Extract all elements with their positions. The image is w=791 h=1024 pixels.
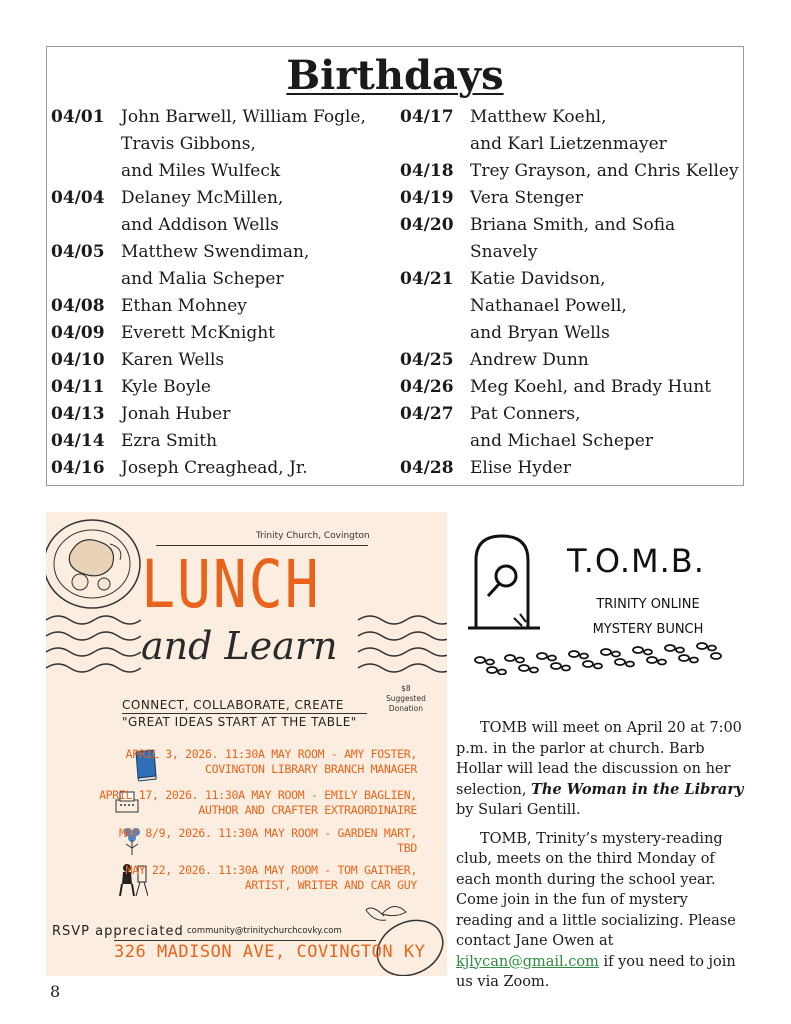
wavy-lines-left	[46, 612, 141, 682]
birthday-date: 04/21	[400, 269, 454, 289]
birthday-names	[121, 239, 309, 293]
birthday-names	[470, 374, 711, 401]
birthday-entry	[400, 104, 743, 158]
birthday-name-line: Ezra Smith	[121, 431, 218, 451]
birthday-date: 04/19	[400, 188, 454, 208]
birthday-date: 04/08	[51, 296, 105, 316]
tomb-paragraph-2: TOMB, Trinity’s mystery-reading club, meets on the third Monday of each month during the school year. Come join in the fun of mystery reading and a little socializing. Please contact Jane Owen at kjlycan@gmail.com if you need to join us via Zoom.	[456, 830, 736, 990]
flyer-event-line1: MAY 22, 2026. 11:30A MAY ROOM - TOM GAITHER,	[125, 863, 417, 877]
flyer-event-line1: MAY 8/9, 2026. 11:30A MAY ROOM - GARDEN MART,	[118, 826, 417, 840]
birthday-name-line: Pat Conners,	[470, 404, 581, 424]
birthday-entry	[400, 401, 743, 455]
flyer-price-note-2: Donation	[388, 704, 423, 713]
birthday-names	[121, 401, 230, 428]
tomb-book-title: The Woman in the Library	[531, 780, 744, 798]
birthday-names	[470, 185, 583, 212]
birthday-entry	[400, 185, 743, 212]
birthday-names	[121, 374, 211, 401]
birthday-entry	[51, 239, 366, 293]
birthday-entry	[400, 455, 743, 482]
birthday-name-line: Delaney McMillen,	[121, 188, 284, 208]
flyer-email[interactable]: community@trinitychurchcovky.com	[187, 926, 342, 936]
birthday-date: 04/27	[400, 404, 454, 424]
flyer-event-line1: APRIL 3, 2026. 11:30A MAY ROOM - AMY FOSTER,	[125, 747, 417, 761]
tomb-subtitle-1: TRINITY ONLINE	[596, 597, 700, 612]
birthday-date: 04/05	[51, 242, 105, 262]
flyer-event-line2: COVINGTON LIBRARY BRANCH MANAGER	[205, 762, 417, 776]
birthday-date: 04/16	[51, 458, 105, 478]
birthday-entry	[51, 293, 366, 320]
tomb-paragraph-1: TOMB will meet on April 20 at 7:00 p.m. in the parlor at church. Barb Hollar will lead the discussion on her selection, The Woman in the Library by Sulari Gentill.	[456, 720, 744, 818]
birthday-name-line: Travis Gibbons,	[121, 134, 256, 154]
flyer-event-line2: ARTIST, WRITER AND CAR GUY	[244, 878, 417, 892]
birthday-date: 04/14	[51, 431, 105, 451]
birthday-entry	[51, 455, 366, 482]
birthday-name-line: Elise Hyder	[470, 458, 571, 478]
birthday-date: 04/28	[400, 458, 454, 478]
birthday-name-line: and Malia Scheper	[121, 269, 284, 289]
birthday-entry	[400, 374, 743, 401]
birthdays-left-column	[51, 104, 366, 482]
birthday-entry	[400, 158, 743, 185]
flyer-event-line1: APRIL 17, 2026. 11:30A MAY ROOM - EMILY BAGLIEN,	[99, 788, 417, 802]
birthday-entry	[51, 428, 366, 455]
birthday-names	[121, 455, 308, 482]
birthday-name-line: and Bryan Wells	[470, 323, 610, 343]
food-plate-illustration	[46, 514, 150, 614]
birthday-date: 04/11	[51, 377, 105, 397]
birthday-name-line: Everett McKnight	[121, 323, 276, 343]
birthday-entry	[51, 347, 366, 374]
birthdays-title: Birthdays	[286, 52, 504, 99]
flyer-event	[126, 863, 417, 893]
tomb-contact-email-link[interactable]: kjlycan@gmail.com	[456, 953, 599, 970]
birthday-entry	[400, 266, 743, 347]
birthday-names	[470, 212, 743, 266]
birthday-names	[121, 293, 247, 320]
birthday-names	[121, 104, 366, 185]
birthday-name-line: Andrew Dunn	[470, 350, 589, 370]
birthday-names	[470, 104, 667, 158]
birthday-entry	[51, 374, 366, 401]
flyer-price-note-1: Suggested	[386, 694, 426, 703]
birthday-entry	[400, 212, 743, 266]
birthday-name-line: Meg Koehl, and Brady Hunt	[470, 377, 712, 397]
birthday-names	[121, 320, 275, 347]
birthday-names	[121, 428, 217, 455]
birthday-date: 04/17	[400, 107, 454, 127]
page-number: 8	[50, 982, 61, 1001]
birthday-name-line: Matthew Swendiman,	[121, 242, 310, 262]
wavy-lines-right	[358, 612, 447, 682]
birthday-entry	[51, 104, 366, 185]
birthday-date: 04/26	[400, 377, 454, 397]
flyer-event-line2: AUTHOR AND CRAFTER EXTRAORDINAIRE	[198, 803, 417, 817]
birthday-name-line: and Miles Wulfeck	[121, 161, 281, 181]
flyer-event-line2: TBD	[397, 841, 417, 855]
flyer-tagline: "GREAT IDEAS START AT THE TABLE"	[122, 715, 357, 729]
flyer-address: 326 MADISON AVE, COVINGTON KY	[114, 942, 426, 962]
birthday-name-line: John Barwell, William Fogle,	[121, 107, 366, 127]
flyer-church-name: Trinity Church, Covington	[256, 531, 370, 541]
birthday-name-line: Karen Wells	[121, 350, 225, 370]
birthday-name-line: Trey Grayson, and Chris Kelley	[470, 161, 739, 181]
birthday-date: 04/09	[51, 323, 105, 343]
birthdays-right-column	[400, 104, 743, 482]
birthday-entry	[51, 320, 366, 347]
flyer-address-rule	[114, 940, 376, 941]
birthday-name-line: Jonah Huber	[121, 404, 231, 424]
flyer-event	[119, 826, 417, 856]
tomb-description	[456, 718, 746, 1001]
birthday-date: 04/18	[400, 161, 454, 181]
flyer-price-amount: $8	[401, 684, 411, 693]
birthday-name-line: Kyle Boyle	[121, 377, 211, 397]
flyer-connect-line: CONNECT, COLLABORATE, CREATE	[122, 698, 345, 712]
flyer-event	[99, 788, 417, 818]
lemon-illustration	[362, 900, 447, 976]
birthday-date: 04/20	[400, 215, 454, 235]
birthday-names	[470, 401, 653, 455]
birthday-name-line: and Karl Lietzenmayer	[470, 134, 667, 154]
lunch-and-learn-flyer	[46, 512, 447, 976]
birthday-date: 04/25	[400, 350, 454, 370]
birthday-date: 04/04	[51, 188, 105, 208]
tomb-subtitle-2: MYSTERY BUNCH	[592, 622, 704, 637]
birthday-entry	[51, 401, 366, 428]
flyer-heading-lunch: LUNCH	[141, 546, 321, 623]
birthday-name-line: and Addison Wells	[121, 215, 279, 235]
birthday-date: 04/10	[51, 350, 105, 370]
birthday-names	[470, 266, 627, 347]
birthday-name-line: Katie Davidson,	[470, 269, 606, 289]
birthday-names	[470, 158, 739, 185]
birthday-name-line: and Michael Scheper	[470, 431, 653, 451]
flyer-heading-learn: and Learn	[141, 624, 338, 668]
birthday-entry	[51, 185, 366, 239]
birthday-names	[121, 185, 283, 239]
birthday-date: 04/13	[51, 404, 105, 424]
birthday-name-line: Joseph Creaghead, Jr.	[121, 458, 308, 478]
tomb-title: T.O.M.B.	[567, 542, 705, 580]
birthday-name-line: Ethan Mohney	[121, 296, 247, 316]
birthday-date: 04/01	[51, 107, 105, 127]
flyer-event	[126, 747, 417, 777]
birthday-name-line: Nathanael Powell,	[470, 296, 627, 316]
flyer-mid-rule	[122, 713, 367, 714]
birthday-names	[470, 455, 571, 482]
birthday-name-line: Vera Stenger	[470, 188, 583, 208]
birthday-names	[470, 347, 589, 374]
flyer-rsvp: RSVP appreciated	[52, 924, 184, 939]
birthday-name-line: Briana Smith, and Sofia Snavely	[470, 215, 676, 262]
flyer-price	[386, 684, 426, 714]
birthday-entry	[400, 347, 743, 374]
birthdays-box	[46, 46, 744, 486]
birthday-name-line: Matthew Koehl,	[470, 107, 607, 127]
birthday-names	[121, 347, 224, 374]
